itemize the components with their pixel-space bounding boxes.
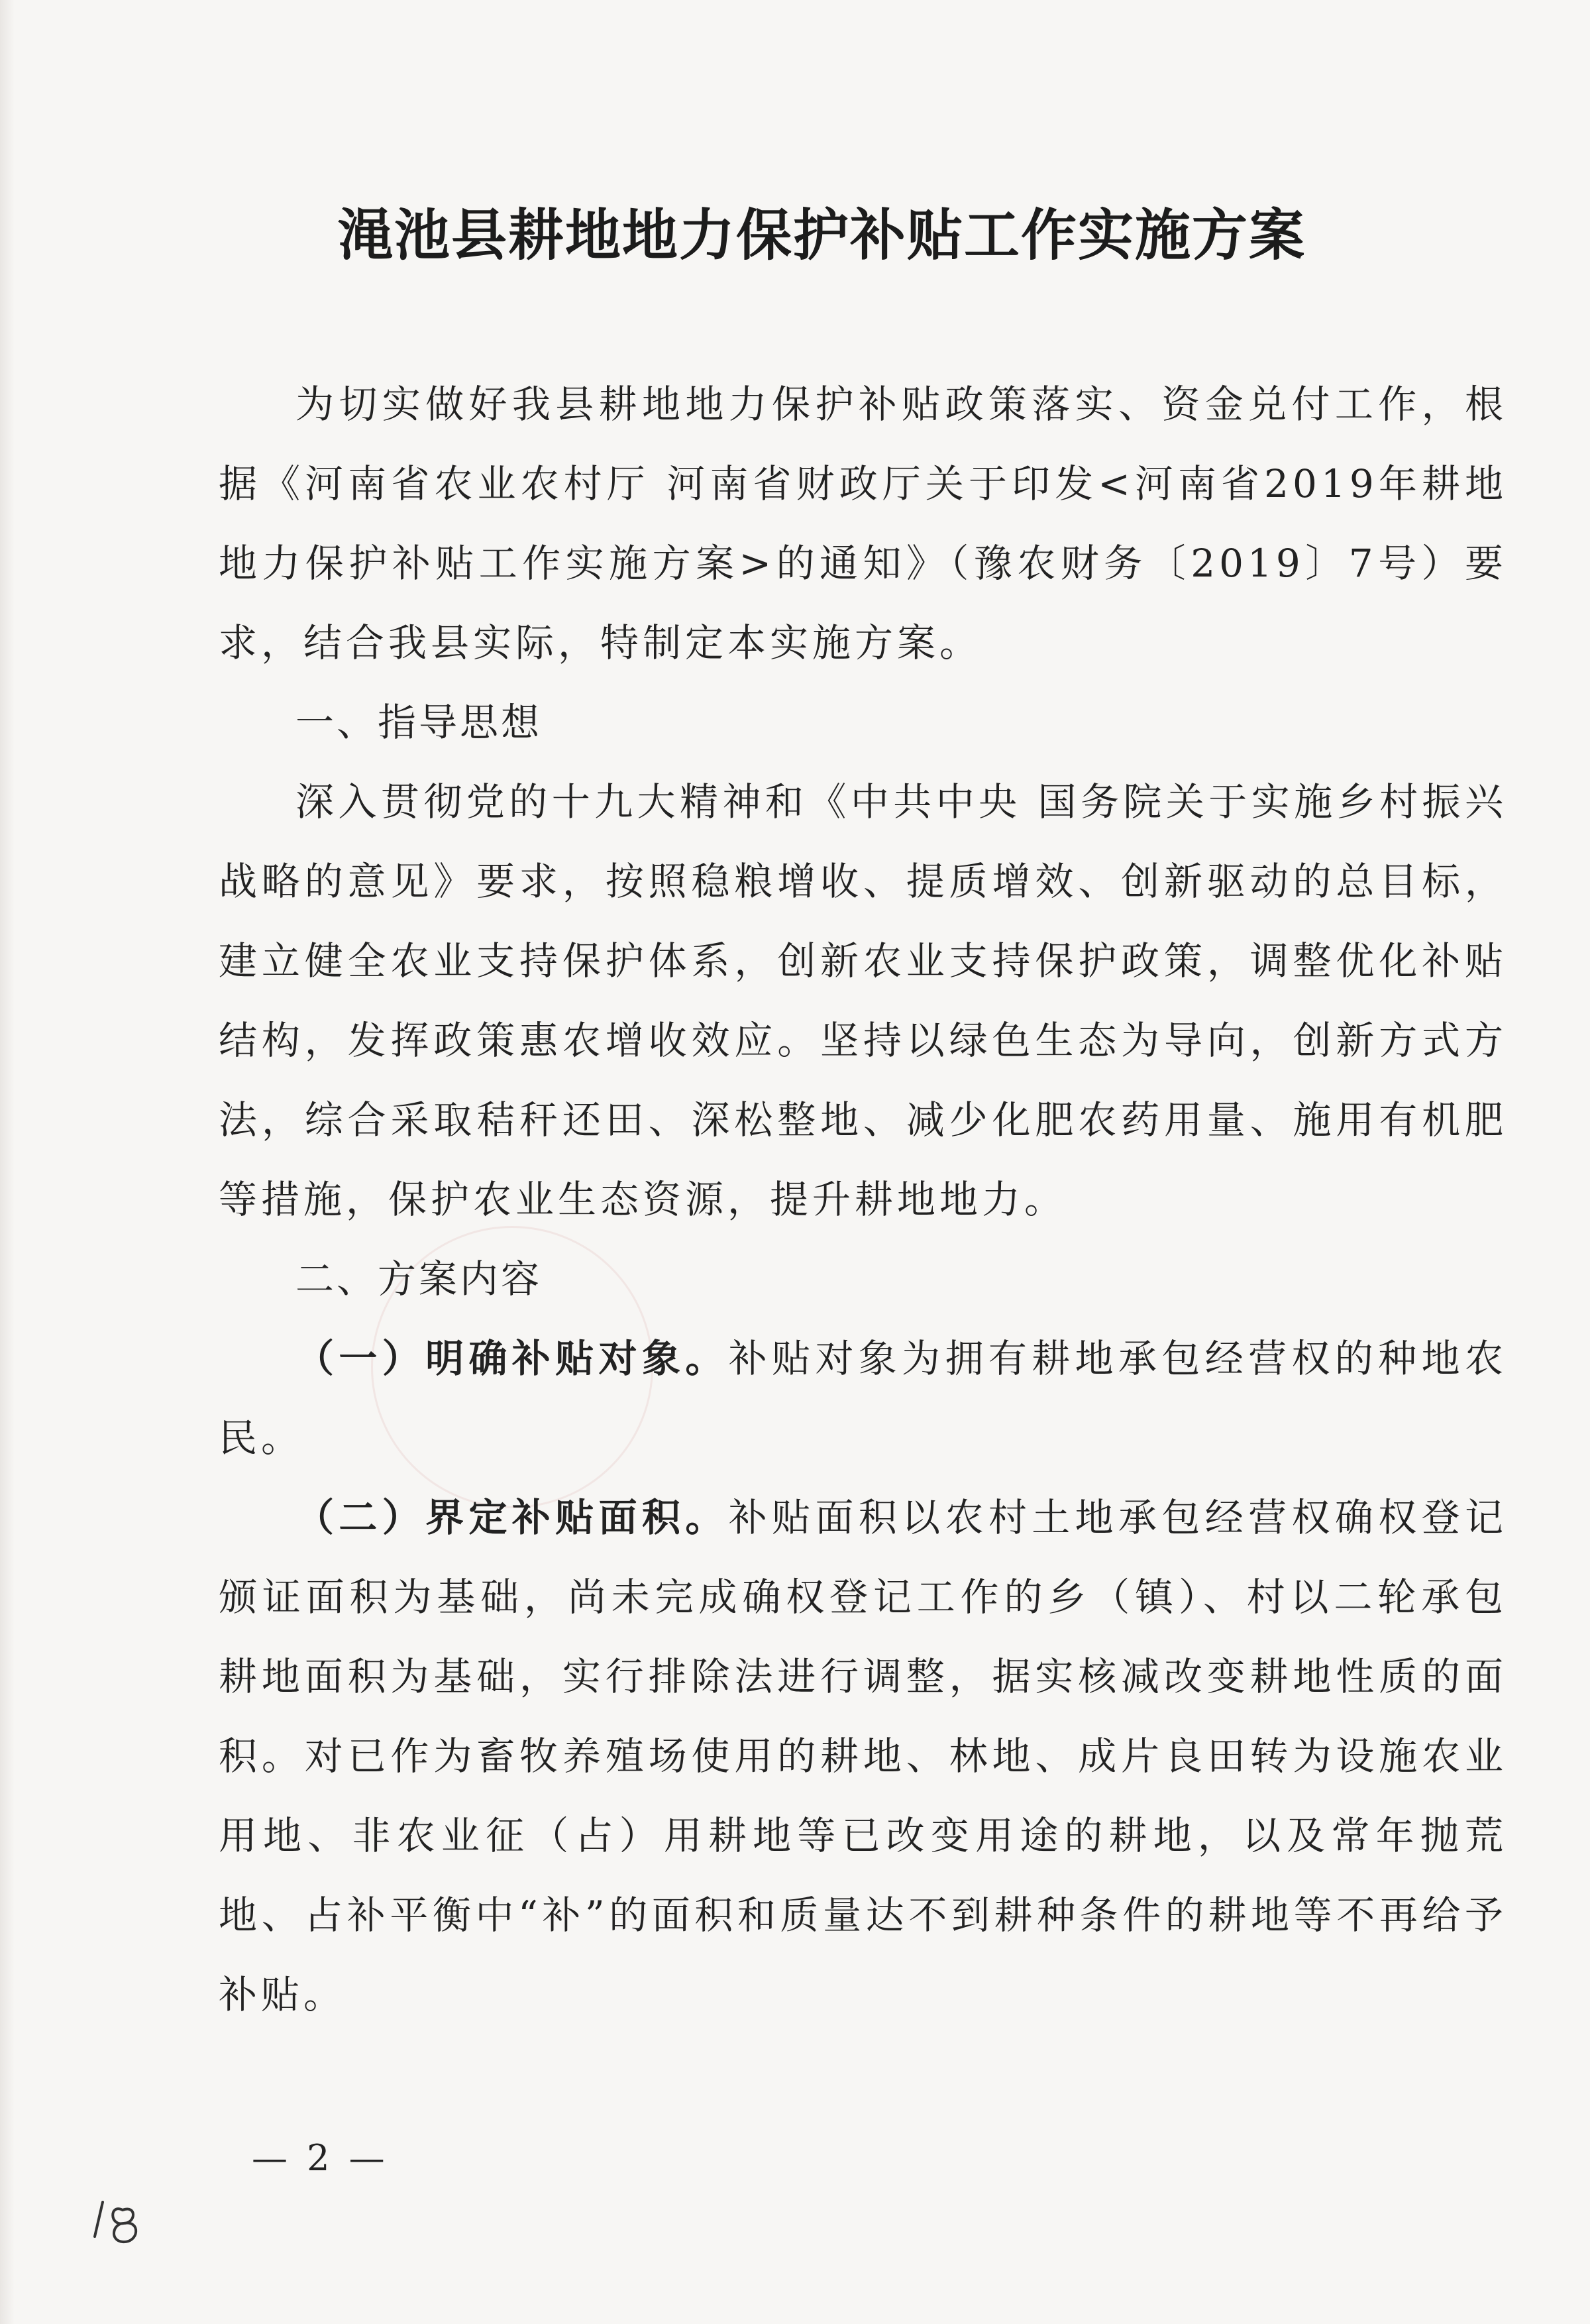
subsidy-area-paragraph	[219, 1478, 1507, 2034]
page-title: 渑池县耕地地力保护补贴工作实施方案	[337, 202, 1306, 268]
handwritten-page-mark	[83, 2190, 156, 2250]
page-number: — 2 —	[252, 2137, 389, 2179]
guiding-ideology-paragraph: 深入贯彻党的十九大精神和《中共中央 国务院关于实施乡村振兴战略的意见》要求，按照稳粮增收、提质增效、创新驱动的总目标，建立健全农业支持保护体系，创新农业支持保护政策，调整优化补贴结构，发挥政策惠农增收效应。坚持以绿色生态为导向，创新方式方法，综合采取秸秆还田、深松整地、减少化肥农药用量、施用有机肥等措施，保护农业生态资源，提升耕地地力。	[219, 779, 1507, 1222]
subsidy-area-text: 补贴面积以农村土地承包经营权确权登记颁证面积为基础，尚未完成确权登记工作的乡（镇）、村以二轮承包耕地面积为基础，实行排除法进行调整，据实核减改变耕地性质的面积。对已作为畜牧养殖场使用的耕地、林地、成片良田转为设施农业用地、非农业征（占）用耕地等已改变用途的耕地，以及常年抛荒地、占补平衡中“补”的面积和质量达不到耕种条件的耕地等不再给予补贴。	[219, 1495, 1507, 2017]
section-heading-plan-content: 二、方案内容	[295, 1256, 543, 1301]
page-binding-edge	[0, 0, 15, 2324]
document-body	[219, 364, 1507, 2034]
intro-paragraph: 为切实做好我县耕地地力保护补贴政策落实、资金兑付工作，根据《河南省农业农村厅 河南省财政厅关于印发<河南省2019年耕地地力保护补贴工作实施方案>的通知》（豫农财务〔2019〕7号）要求，结合我县实际，特制定本实施方案。	[219, 382, 1507, 665]
subsidy-target-text: 补贴对象为拥有耕地承包经营权的种地农民。	[219, 1336, 1507, 1461]
section-heading-guiding-ideology: 一、指导思想	[295, 700, 543, 745]
subsidy-target-paragraph	[219, 1319, 1507, 1478]
subsidy-target-lead: （一）明确补贴对象。	[295, 1336, 729, 1381]
subsidy-area-lead: （二）界定补贴面积。	[295, 1495, 729, 1540]
